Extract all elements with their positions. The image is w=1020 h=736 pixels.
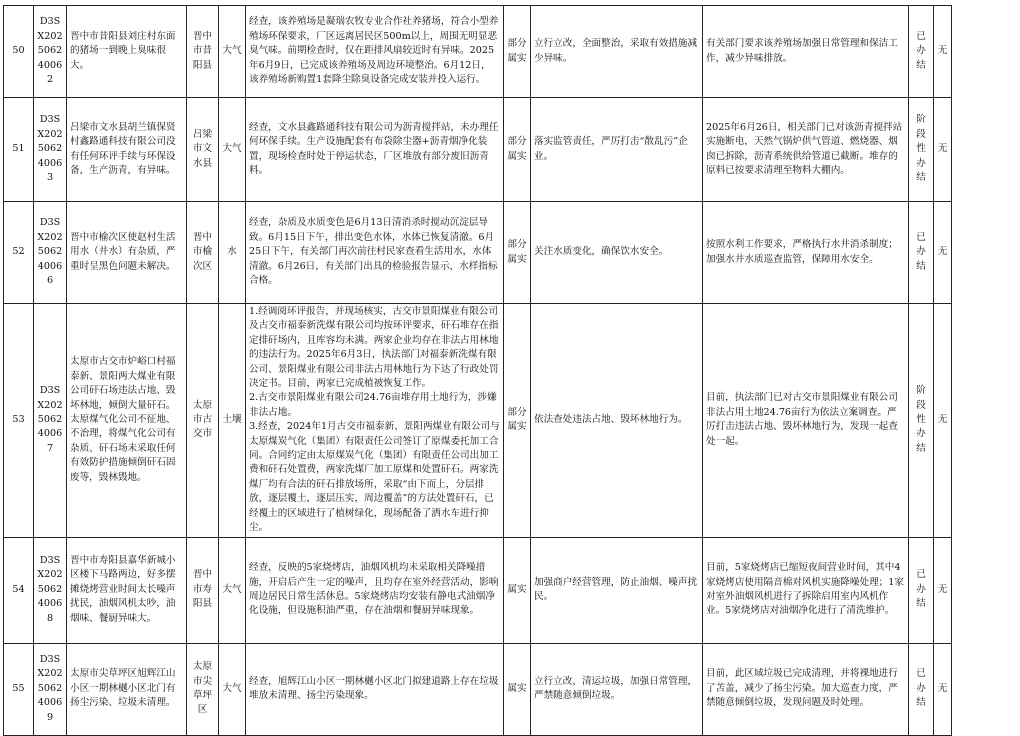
accountability: 无 bbox=[934, 98, 952, 202]
case-code: D3SX202506240066 bbox=[34, 202, 67, 304]
admin-area: 晋中市榆次区 bbox=[187, 202, 219, 304]
rectification-goal: 立行立改，清运垃圾，加强日常管理，严禁随意倾倒垃圾。 bbox=[531, 643, 703, 735]
rectification-result: 按照水利工作要求，严格执行水井消杀制度；加强水井水质巡查监管，保障用水安全。 bbox=[703, 202, 909, 304]
investigation-result: 经查，文水县鑫路通科技有限公司为沥青搅拌站，未办理任何环保手续。生产设施配套有布袋除尘器+沥青烟净化装置，现场检查时处于停运状态，厂区堆放有部分废旧沥青料。 bbox=[246, 98, 504, 202]
case-code: D3SX202506240062 bbox=[34, 6, 67, 98]
rectification-result: 目前，执法部门已对古交市景阳煤业有限公司非法占用土地24.76亩行为依法立案调查。严厉打击违法占地、毁坏林地行为，发现一起查处一起。 bbox=[703, 304, 909, 538]
row-number: 50 bbox=[4, 6, 34, 98]
accountability: 无 bbox=[934, 6, 952, 98]
pollution-type: 土壤 bbox=[219, 304, 246, 538]
admin-area: 太原市古交市 bbox=[187, 304, 219, 538]
completion-status: 阶段性办结 bbox=[909, 304, 934, 538]
verdict: 部分属实 bbox=[504, 98, 531, 202]
verdict: 部分属实 bbox=[504, 202, 531, 304]
case-code: D3SX202506240069 bbox=[34, 643, 67, 735]
verdict: 属实 bbox=[504, 537, 531, 643]
accountability: 无 bbox=[934, 643, 952, 735]
table-row bbox=[4, 537, 952, 643]
investigation-result: 经查，反映的5家烧烤店，油烟风机均未采取相关降噪措施，开启后产生一定的噪声，且均存在室外经营活动，影响周边居民日常生活休息。5家烧烤店均安装有静电式油烟净化设施，但设施积油严重，存在油烟和餐厨异味现象。 bbox=[246, 537, 504, 643]
investigation-result: 经查，旭辉江山小区一期林樾小区北门拟建道路上存在垃圾堆放未清理、扬尘污染现象。 bbox=[246, 643, 504, 735]
complaint-content: 太原市古交市炉峪口村福泰新、景阳两大煤业有限公司矸石场违法占地、毁坏林地，倾倒大量矸石。太原煤气化公司不征地、不治理，将煤气化公司有杂质、矸石场未采取任何有效防护措施倾倒矸石固废等，毁林毁地。 bbox=[67, 304, 187, 538]
rectification-goal: 加强商户经营管理，防止油烟、噪声扰民。 bbox=[531, 537, 703, 643]
complaint-content: 晋中市寿阳县嘉华新城小区楼下马路两边，好多摆摊烧烤营业时间太长噪声扰民，油烟风机太吵，油烟味、餐厨异味大。 bbox=[67, 537, 187, 643]
admin-area: 晋中市昔阳县 bbox=[187, 6, 219, 98]
table-body bbox=[4, 6, 952, 736]
row-number: 55 bbox=[4, 643, 34, 735]
table-row bbox=[4, 98, 952, 202]
table-row bbox=[4, 202, 952, 304]
rectification-goal: 依法查处违法占地、毁坏林地行为。 bbox=[531, 304, 703, 538]
complaint-content: 晋中市昔阳县刘庄村东面的猪场一到晚上臭味很大。 bbox=[67, 6, 187, 98]
complaint-content: 晋中市榆次区使赵村生活用水（井水）有杂质，严重时呈黑色问题未解决。 bbox=[67, 202, 187, 304]
completion-status: 阶段性办结 bbox=[909, 98, 934, 202]
row-number: 52 bbox=[4, 202, 34, 304]
admin-area: 太原市尖草坪区 bbox=[187, 643, 219, 735]
completion-status: 已办结 bbox=[909, 643, 934, 735]
pollution-type: 大气 bbox=[219, 537, 246, 643]
table-row bbox=[4, 304, 952, 538]
verdict: 部分属实 bbox=[504, 6, 531, 98]
row-number: 53 bbox=[4, 304, 34, 538]
rectification-goal: 落实监管责任，严厉打击“散乱污”企业。 bbox=[531, 98, 703, 202]
completion-status: 已办结 bbox=[909, 202, 934, 304]
pollution-type: 水 bbox=[219, 202, 246, 304]
case-code: D3SX202506240067 bbox=[34, 304, 67, 538]
completion-status: 已办结 bbox=[909, 537, 934, 643]
case-code: D3SX202506240068 bbox=[34, 537, 67, 643]
verdict: 属实 bbox=[504, 643, 531, 735]
table-row bbox=[4, 6, 952, 98]
complaint-content: 吕梁市文水县胡兰镇保贤村鑫路通科技有限公司没有任何环评手续与环保设备，生产沥青，有异味。 bbox=[67, 98, 187, 202]
verdict: 部分属实 bbox=[504, 304, 531, 538]
accountability: 无 bbox=[934, 202, 952, 304]
investigation-result: 经查，该养殖场是凝瑞农牧专业合作社养猪场，符合小型养殖场环保要求，厂区远离居民区500m以上，周围无明显恶臭气味。前期检查时，仅在距排风扇较近时有异味。2025年6月9日，已完成该养殖场及周边环境整治。6月12日，该养殖场新购置1套降尘除臭设备完成安装并投入运行。 bbox=[246, 6, 504, 98]
rectification-result: 2025年6月26日，相关部门已对该沥青搅拌站实施断电，天然气锅炉供气管道、燃烧器、烟囱已拆除，沥青系统供给管道已截断。堆存的原料已按要求清理至物料大棚内。 bbox=[703, 98, 909, 202]
row-number: 51 bbox=[4, 98, 34, 202]
rectification-result: 目前，此区域垃圾已完成清理，并将裸地进行了苫盖，减少了扬尘污染。加大巡查力度，严禁随意倾倒垃圾，发现问题及时处理。 bbox=[703, 643, 909, 735]
case-code: D3SX202506240063 bbox=[34, 98, 67, 202]
rectification-goal: 关注水质变化，确保饮水安全。 bbox=[531, 202, 703, 304]
table-row bbox=[4, 643, 952, 735]
pollution-type: 大气 bbox=[219, 98, 246, 202]
rectification-result: 有关部门要求该养殖场加强日常管理和保洁工作，减少异味排放。 bbox=[703, 6, 909, 98]
complaint-content: 太原市尖草坪区旭辉江山小区一期林樾小区北门有扬尘污染、垃圾未清理。 bbox=[67, 643, 187, 735]
rectification-goal: 立行立改，全面整治，采取有效措施减少异味。 bbox=[531, 6, 703, 98]
pollution-type: 大气 bbox=[219, 6, 246, 98]
investigation-result: 1.经调阅环评报告，并现场核实，古交市景阳煤业有限公司及古交市福泰新洗煤有限公司均按环评要求，矸石堆存在指定排矸场内，且库容均未满。两家企业均存在非法占用林地的违法行为。2025年6月3日，执法部门对福泰新洗煤有限公司、景阳煤业有限公司非法占用林地行为下达了行政处罚决定书。目前，两家已完成植被恢复工作。 2.古交市景阳煤业有限公司24.76亩堆存用土地行为，涉嫌非法占地。 3.经查，2024年1月古交市福泰新、景阳两煤业有限公司与太原煤炭气化（集团）有限责任公司签订了原煤委托加工合同。合同约定由太原煤炭气化（集团）有限责任公司出加工费和矸石处置费，两家洗煤厂加工原煤和处置矸石。两家洗煤厂均有合法的矸石排放场所，采取“由下而上，分层排放，逐层覆土，逐层压实，周边覆盖”的方法处置矸石，已经覆土的区域进行了植树绿化，现场配备了洒水车进行抑尘。 bbox=[246, 304, 504, 538]
accountability: 无 bbox=[934, 537, 952, 643]
admin-area: 吕梁市文水县 bbox=[187, 98, 219, 202]
complaint-table bbox=[3, 5, 952, 736]
row-number: 54 bbox=[4, 537, 34, 643]
investigation-result: 经查，杂质及水质变色是6月13日清消杀时搅动沉淀层导致。6月15日下午，排出变色水体，水体已恢复清澈。6月25日下午，有关部门再次前往村民家查看生活用水，水体清澈。6月26日，有关部门出具的检验报告显示，水样指标合格。 bbox=[246, 202, 504, 304]
rectification-result: 目前，5家烧烤店已缩短夜间营业时间，其中4家烧烤店使用隔音棉对风机实施降噪处理；1家对室外油烟风机进行了拆除启用室内风机作业。5家烧烤店对油烟净化进行了清洗维护。 bbox=[703, 537, 909, 643]
completion-status: 已办结 bbox=[909, 6, 934, 98]
admin-area: 晋中市寿阳县 bbox=[187, 537, 219, 643]
accountability: 无 bbox=[934, 304, 952, 538]
pollution-type: 大气 bbox=[219, 643, 246, 735]
